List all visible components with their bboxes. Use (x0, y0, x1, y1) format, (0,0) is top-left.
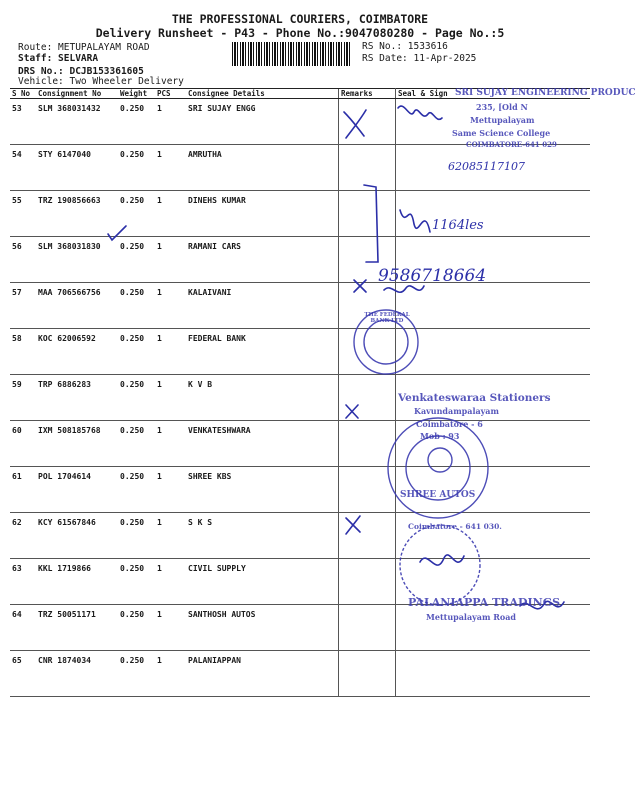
stamp-sujay-line5: COIMBATORE-641 029 (466, 140, 557, 149)
runsheet-title: Delivery Runsheet - P43 - Phone No.:9047080280 - Page No.:5 (95, 26, 505, 40)
cell-weight: 0.250 (118, 467, 155, 513)
stamp-palaniappa-line2: Mettupalayam Road (426, 612, 516, 622)
stamp-sujay-line2: 235, [Old N (476, 102, 528, 112)
signature-56 (400, 210, 430, 232)
stamp-sujay-line4: Same Science College (452, 128, 551, 138)
handwritten-note-55: 62085117107 (448, 160, 525, 173)
cell-pcs: 1 (155, 467, 186, 513)
bracket-mark (364, 185, 378, 262)
cell-sno: 58 (10, 329, 36, 375)
cell-pcs: 1 (155, 237, 186, 283)
remark-cross-53 (344, 110, 366, 138)
cell-sno: 56 (10, 237, 36, 283)
cell-pcs: 1 (155, 329, 186, 375)
stamp-shree-autos: SHREE AUTOS (400, 490, 476, 500)
cell-weight: 0.250 (118, 605, 155, 651)
cell-consignee: DINEHS KUMAR (186, 191, 339, 237)
cell-consignee: S K S (186, 513, 339, 559)
cell-consignment: MAA 706566756 (36, 283, 118, 329)
cell-consignee: CIVIL SUPPLY (186, 559, 339, 605)
cell-sno: 54 (10, 145, 36, 191)
cell-pcs: 1 (155, 99, 186, 145)
cell-consignment: KCY 61567846 (36, 513, 118, 559)
cell-sno: 53 (10, 99, 36, 145)
cell-consignment: IXM 508185768 (36, 421, 118, 467)
cell-consignment: TRZ 190856663 (36, 191, 118, 237)
cell-consignment: SLM 368031830 (36, 237, 118, 283)
cell-consignee: SRI SUJAY ENGG (186, 99, 339, 145)
cell-consignment: TRP 6886283 (36, 375, 118, 421)
cell-weight: 0.250 (118, 237, 155, 283)
cell-weight: 0.250 (118, 191, 155, 237)
cell-consignment: KOC 62006592 (36, 329, 118, 375)
cell-consignment: CNR 1874034 (36, 651, 118, 697)
cell-weight: 0.250 (118, 283, 155, 329)
cell-consignment: STY 6147040 (36, 145, 118, 191)
col-seal-sign: Seal & Sign (396, 89, 591, 99)
cell-consignment: POL 1704614 (36, 467, 118, 513)
cell-weight: 0.250 (118, 651, 155, 697)
cell-consignment: KKL 1719866 (36, 559, 118, 605)
cell-pcs: 1 (155, 605, 186, 651)
stamp-venkateswaraa-line2: Kavundampalayam (414, 406, 499, 416)
remark-cross-60 (346, 405, 358, 418)
cell-consignee: VENKATESHWARA (186, 421, 339, 467)
stamp-coimbatore-pin: Coimbatore - 641 030. (408, 522, 502, 531)
cell-consignee: FEDERAL BANK (186, 329, 339, 375)
stamp-venkateswaraa-line4: Mob : 93 (420, 431, 460, 441)
rs-date: RS Date: 11-Apr-2025 (362, 53, 477, 64)
signature-64 (420, 555, 464, 565)
federal-bank-seal-inner (364, 320, 408, 364)
cell-pcs: 1 (155, 283, 186, 329)
col-weight: Weight (118, 89, 155, 99)
cell-pcs: 1 (155, 421, 186, 467)
cell-sno: 65 (10, 651, 36, 697)
cell-weight: 0.250 (118, 145, 155, 191)
cell-pcs: 1 (155, 513, 186, 559)
cell-consignee: SANTHOSH AUTOS (186, 605, 339, 651)
cell-sno: 64 (10, 605, 36, 651)
company-title: THE PROFESSIONAL COURIERS, COIMBATORE (171, 12, 429, 26)
cell-consignee: KALAIVANI (186, 283, 339, 329)
vehicle: Vehicle: Two Wheeler Delivery (18, 76, 184, 87)
cell-sno: 59 (10, 375, 36, 421)
cell-weight: 0.250 (118, 513, 155, 559)
stamp-palaniappa-line1: PALANIAPPA TRADINGS (408, 596, 561, 609)
cell-weight: 0.250 (118, 421, 155, 467)
tick-mark (108, 226, 126, 240)
col-pcs: PCS (155, 89, 186, 99)
cell-pcs: 1 (155, 559, 186, 605)
cell-sno: 62 (10, 513, 36, 559)
route: Route: METUPALAYAM ROAD (18, 42, 150, 53)
col-consignee: Consignee Details (186, 89, 339, 99)
cell-sno: 61 (10, 467, 36, 513)
rs-number: RS No.: 1533616 (362, 41, 448, 52)
cell-weight: 0.250 (118, 329, 155, 375)
cell-consignee: RAMANI CARS (186, 237, 339, 283)
staff: Staff: SELVARA (18, 53, 99, 64)
cell-consignee: AMRUTHA (186, 145, 339, 191)
cell-pcs: 1 (155, 375, 186, 421)
stamp-sujay-line3: Mettupalayam (470, 115, 535, 125)
cell-pcs: 1 (155, 191, 186, 237)
col-remarks: Remarks (339, 89, 396, 99)
stamp-sujay-line1: SRI SUJAY ENGINEERING PRODUC (455, 88, 636, 98)
cell-weight: 0.250 (118, 375, 155, 421)
cell-sno: 60 (10, 421, 36, 467)
cell-sno: 63 (10, 559, 36, 605)
cell-pcs: 1 (155, 145, 186, 191)
cell-weight: 0.250 (118, 99, 155, 145)
cell-sno: 57 (10, 283, 36, 329)
stamp-federal-bank: THE FEDERAL BANK LTD (364, 312, 410, 325)
shree-autos-logo (428, 448, 452, 472)
cell-consignee: PALANIAPPAN (186, 651, 339, 697)
handwritten-signature-56: 1164les (432, 218, 484, 233)
cell-consignment: SLM 368031432 (36, 99, 118, 145)
drs-number: DRS No.: DCJB153361605 (18, 66, 144, 77)
signature-57 (384, 286, 424, 292)
handwritten-phone-57: 9586718664 (378, 266, 487, 286)
col-sno: S No (10, 89, 36, 99)
remark-cross-63 (346, 516, 360, 534)
cell-consignee: SHREE KBS (186, 467, 339, 513)
signature-53 (398, 106, 442, 119)
col-consignment: Consignment No (36, 89, 118, 99)
stamp-venkateswaraa-line1: Venkateswaraa Stationers (398, 392, 551, 404)
cell-consignee: K V B (186, 375, 339, 421)
remark-cross-57 (354, 280, 366, 292)
cell-sno: 55 (10, 191, 36, 237)
cell-pcs: 1 (155, 651, 186, 697)
cell-weight: 0.250 (118, 559, 155, 605)
cell-consignment: TRZ 50051171 (36, 605, 118, 651)
stamp-venkateswaraa-line3: Coimbatore - 6 (416, 419, 483, 429)
